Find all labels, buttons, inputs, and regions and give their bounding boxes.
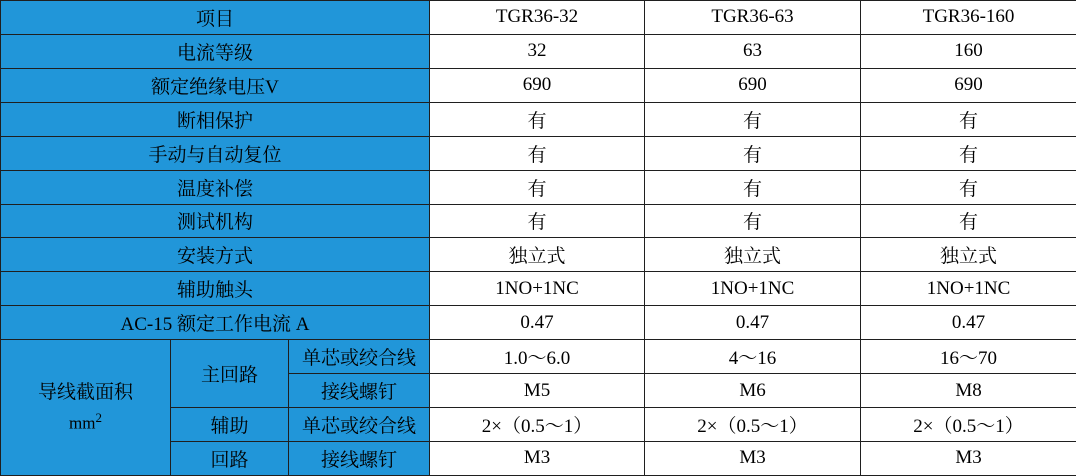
cell-value: 有 (861, 136, 1076, 170)
table-row (1, 1, 1076, 35)
cell-value: 有 (430, 170, 645, 204)
cell-value: 有 (430, 204, 645, 238)
wire-section-unit: $mm^2$ (69, 409, 102, 433)
row-label-test-mechanism: 测试机构 (1, 204, 430, 238)
cell-value: M3 (645, 441, 861, 475)
row-label-mounting-type: 安装方式 (1, 238, 430, 272)
cell-value: 有 (430, 136, 645, 170)
wire-group-main-circuit: 主回路 (171, 340, 289, 408)
cell-value: TGR36-32 (430, 1, 645, 35)
row-label-insulation-voltage: 额定绝缘电压V (1, 68, 430, 102)
cell-value: M6 (645, 374, 861, 408)
cell-value: 有 (861, 170, 1076, 204)
cell-value: 有 (861, 102, 1076, 136)
cell-value: 690 (430, 68, 645, 102)
cell-value: 16～70 (861, 340, 1076, 374)
cell-value: 1NO+1NC (430, 272, 645, 306)
cell-value: 2×（0.5～1） (645, 408, 861, 442)
cell-value: 0.47 (861, 306, 1076, 340)
wire-section-label: 导线截面积 (37, 382, 133, 404)
row-label-item: 项目 (1, 1, 430, 35)
wire-item-single-or-stranded: 单芯或绞合线 (289, 340, 430, 374)
table-row (1, 306, 1076, 340)
cell-value: 有 (645, 102, 861, 136)
cell-value: 0.47 (430, 306, 645, 340)
table-row (1, 204, 1076, 238)
table-row (1, 238, 1076, 272)
wire-item-terminal-screw: 接线螺钉 (289, 441, 430, 475)
row-label-wire-cross-section (1, 340, 171, 476)
wire-group-auxiliary-circuit-line1: 辅助 (171, 408, 289, 442)
wire-item-terminal-screw: 接线螺钉 (289, 374, 430, 408)
cell-value: M3 (430, 441, 645, 475)
cell-value: 63 (645, 34, 861, 68)
cell-value: 1NO+1NC (861, 272, 1076, 306)
row-label-ac15-operating-current: AC-15 额定工作电流 A (1, 306, 430, 340)
cell-value: 有 (645, 204, 861, 238)
row-label-current-rating: 电流等级 (1, 34, 430, 68)
cell-value: 0.47 (645, 306, 861, 340)
wire-group-auxiliary-circuit-line2: 回路 (171, 441, 289, 475)
table-row (1, 170, 1076, 204)
table-row (1, 68, 1076, 102)
cell-value: 690 (645, 68, 861, 102)
cell-value: M5 (430, 374, 645, 408)
wire-item-single-or-stranded: 单芯或绞合线 (289, 408, 430, 442)
cell-value: 2×（0.5～1） (861, 408, 1076, 442)
cell-value: 独立式 (861, 238, 1076, 272)
cell-value: 4～16 (645, 340, 861, 374)
cell-value: 160 (861, 34, 1076, 68)
cell-value: M3 (861, 441, 1076, 475)
cell-value: 有 (861, 204, 1076, 238)
cell-value: TGR36-63 (645, 1, 861, 35)
row-label-auxiliary-contact: 辅助触头 (1, 272, 430, 306)
table-row (1, 340, 1076, 374)
table-row (1, 136, 1076, 170)
cell-value: 1NO+1NC (645, 272, 861, 306)
cell-value: M8 (861, 374, 1076, 408)
row-label-temperature-compensation: 温度补偿 (1, 170, 430, 204)
cell-value: 有 (645, 136, 861, 170)
table-row (1, 272, 1076, 306)
table-row (1, 34, 1076, 68)
cell-value: 1.0～6.0 (430, 340, 645, 374)
cell-value: TGR36-160 (861, 1, 1076, 35)
table-row (1, 102, 1076, 136)
cell-value: 690 (861, 68, 1076, 102)
cell-value: 独立式 (430, 238, 645, 272)
cell-value: 2×（0.5～1） (430, 408, 645, 442)
cell-value: 独立式 (645, 238, 861, 272)
row-label-manual-auto-reset: 手动与自动复位 (1, 136, 430, 170)
cell-value: 有 (430, 102, 645, 136)
cell-value: 有 (645, 170, 861, 204)
cell-value: 32 (430, 34, 645, 68)
row-label-phase-loss-protection: 断相保护 (1, 102, 430, 136)
